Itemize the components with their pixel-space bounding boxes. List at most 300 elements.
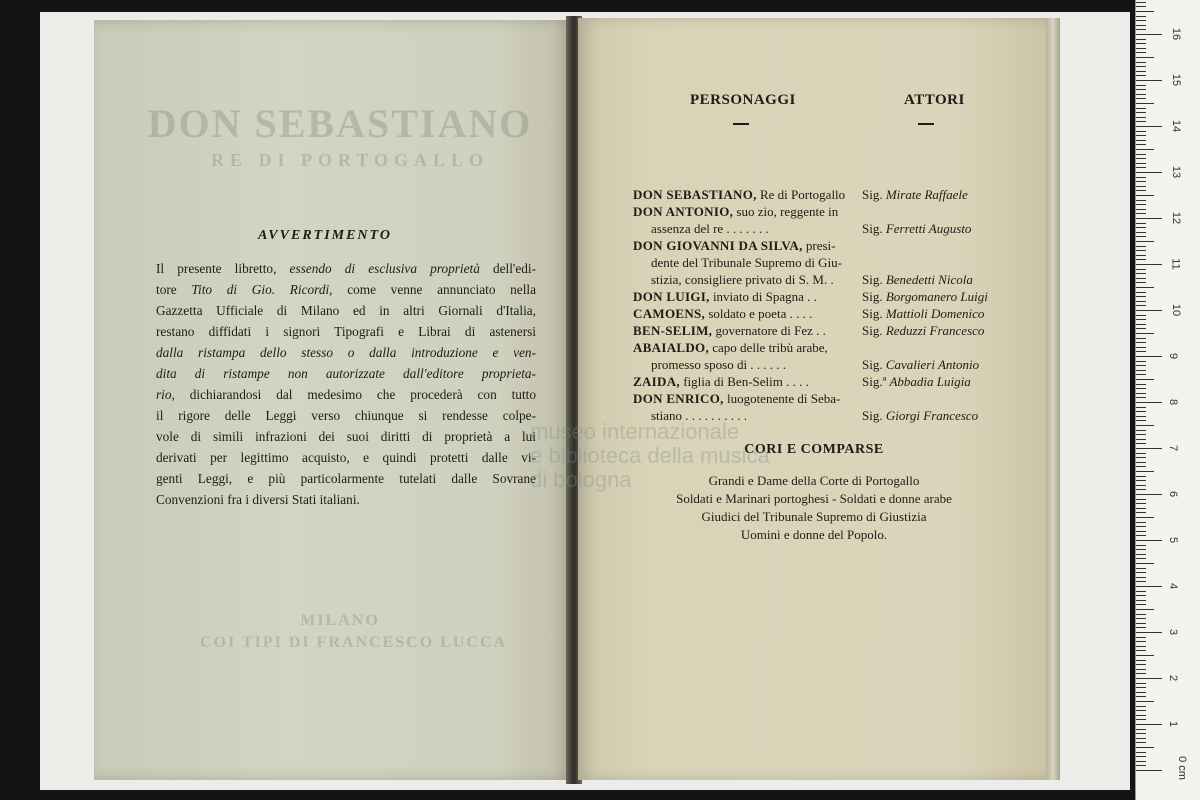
- ruler-tick: [1136, 522, 1146, 523]
- ruler-tick: [1136, 563, 1154, 564]
- cast-role-row: [633, 186, 853, 203]
- ruler-tick: [1136, 11, 1154, 12]
- ruler-tick: [1136, 241, 1154, 242]
- cast-actor-row: [862, 407, 1012, 424]
- notice-line: [156, 384, 536, 405]
- ruler-tick: [1136, 57, 1154, 58]
- notice-text: come venne annunciato nella: [332, 282, 537, 297]
- ruler-tick: [1136, 282, 1146, 283]
- ruler-tick: [1136, 669, 1146, 670]
- cast-actor-row: [862, 356, 1012, 373]
- ruler-tick: [1136, 499, 1146, 500]
- ruler-tick: [1136, 453, 1146, 454]
- ruler-tick: [1136, 508, 1146, 509]
- notice-text: dell'edi-: [479, 261, 536, 276]
- ruler-tick: [1136, 719, 1146, 720]
- ruler-tick: [1136, 80, 1162, 81]
- ruler-tick: [1136, 172, 1162, 173]
- notice-text: restano diffidati i signori Tipografi e Librai di astenersi: [156, 324, 536, 339]
- ruler-tick: [1136, 586, 1162, 587]
- ruler-tick: [1136, 48, 1146, 49]
- role-description: dente del Tribunale Supremo di Giu-: [651, 255, 843, 270]
- watermark-line: di bologna: [530, 467, 632, 492]
- ruler-tick: [1136, 89, 1146, 90]
- ghost-title-bleedthrough: DON SEBASTIANO: [147, 101, 533, 146]
- ruler-tick: [1136, 531, 1146, 532]
- notice-italic-text: dalla ristampa dello stesso o dalla introduzione e ven-: [156, 345, 536, 360]
- cori-line: Uomini e donne del Popolo.: [740, 527, 888, 542]
- ruler-tick: [1136, 471, 1154, 472]
- ruler-number: 11: [1169, 258, 1182, 270]
- ruler-tick: [1136, 20, 1146, 21]
- ruler-tick: [1136, 397, 1146, 398]
- notice-line: [156, 279, 536, 300]
- ruler-tick: [1136, 512, 1146, 513]
- ruler-tick: [1136, 365, 1146, 366]
- ruler-tick: [1136, 144, 1146, 145]
- ruler-tick: [1136, 595, 1146, 596]
- ruler-tick: [1136, 494, 1162, 495]
- ruler-tick: [1136, 103, 1154, 104]
- cast-actor-row: [862, 305, 1012, 322]
- role-description: figlia di Ben-Selim . . . .: [679, 374, 809, 389]
- ruler-tick: [1136, 250, 1146, 251]
- ruler-tick: [1136, 540, 1162, 541]
- ruler-number: 16: [1170, 27, 1183, 41]
- cast-role-row: [633, 288, 853, 305]
- ruler-tick: [1136, 75, 1146, 76]
- notice-line: [156, 363, 536, 384]
- ruler-tick: [1136, 687, 1146, 688]
- ruler-tick: [1136, 715, 1146, 716]
- actor-name: Mattioli Domenico: [885, 306, 985, 321]
- cori-line: Soldati e Marinari portoghesi - Soldati e donne arabe: [676, 491, 952, 506]
- header-dash: [918, 123, 934, 125]
- cast-role-row: [633, 220, 853, 237]
- ruler-tick: [1136, 655, 1154, 656]
- ruler-tick: [1136, 236, 1146, 237]
- ruler-tick: [1136, 425, 1154, 426]
- ruler-tick: [1136, 641, 1146, 642]
- ruler-tick: [1136, 489, 1146, 490]
- ruler-tick: [1136, 577, 1146, 578]
- ruler-tick: [1136, 186, 1146, 187]
- ruler-tick: [1136, 673, 1146, 674]
- ruler-tick: [1136, 163, 1146, 164]
- notice-line: [156, 321, 536, 342]
- ruler-tick: [1136, 710, 1146, 711]
- cast-role-row: [633, 203, 853, 220]
- ruler-tick: [1136, 558, 1146, 559]
- cast-actor-row: [862, 322, 1012, 339]
- role-name: DON ANTONIO,: [633, 204, 734, 219]
- ruler-number: 3: [1167, 628, 1180, 636]
- role-description: inviato di Spagna . .: [709, 289, 817, 304]
- ruler-number: 12: [1170, 211, 1183, 225]
- role-description: stiano . . . . . . . . . .: [651, 408, 748, 423]
- ruler-number: 8: [1167, 398, 1180, 406]
- cast-role-row: [633, 356, 853, 373]
- ruler-tick: [1136, 572, 1146, 573]
- ruler-tick: [1136, 430, 1146, 431]
- ruler-tick: [1136, 448, 1162, 449]
- ruler-tick: [1136, 660, 1146, 661]
- cori-title: CORI E COMPARSE: [744, 442, 884, 457]
- role-name: DON LUIGI,: [633, 289, 710, 304]
- ruler-tick: [1136, 535, 1146, 536]
- role-description: promesso sposo di . . . . . .: [651, 357, 787, 372]
- cori-line: Giudici del Tribunale Supremo di Giustizia: [701, 509, 927, 524]
- ruler-tick: [1136, 200, 1146, 201]
- role-name: DON SEBASTIANO,: [633, 187, 757, 202]
- cori-line: Grandi e Dame della Corte di Portogallo: [708, 473, 920, 488]
- ruler-tick: [1136, 94, 1146, 95]
- role-name: DON GIOVANNI DA SILVA,: [633, 238, 803, 253]
- ruler-tick: [1136, 108, 1146, 109]
- ruler-tick: [1136, 627, 1146, 628]
- role-description: stizia, consigliere privato di S. M. .: [651, 272, 834, 287]
- ruler-tick: [1136, 756, 1146, 757]
- ruler-tick: [1136, 733, 1146, 734]
- ruler-tick: [1136, 25, 1146, 26]
- ruler-tick: [1136, 443, 1146, 444]
- ruler-tick: [1136, 227, 1146, 228]
- ruler-number: 9: [1167, 352, 1180, 360]
- notice-text: Il presente libretto,: [156, 261, 290, 276]
- measurement-ruler: [1135, 0, 1200, 800]
- ruler-tick: [1136, 650, 1146, 651]
- ruler-number: 2: [1167, 674, 1180, 682]
- notice-line: [156, 489, 536, 510]
- notice-heading: AVVERTIMENTO: [258, 228, 392, 243]
- ruler-tick: [1136, 374, 1146, 375]
- ruler-tick: [1136, 6, 1146, 7]
- ruler-tick: [1136, 29, 1146, 30]
- actor-title: Sig.: [862, 323, 886, 338]
- cast-actors-column: [862, 186, 1012, 424]
- ruler-number: 7: [1167, 444, 1180, 452]
- ghost-imprint-line: COI TIPI DI FRANCESCO LUCCA: [200, 634, 508, 651]
- page-edges: [1046, 18, 1060, 780]
- cast-role-row: [633, 237, 853, 254]
- role-description: Re di Portogallo: [756, 187, 846, 202]
- header-dash: [733, 123, 749, 125]
- ruler-tick: [1136, 190, 1146, 191]
- ruler-tick: [1136, 738, 1146, 739]
- ruler-tick: [1136, 223, 1146, 224]
- notice-italic-text: Tito di Gio. Ricordi,: [191, 282, 333, 297]
- ruler-tick: [1136, 213, 1146, 214]
- ruler-tick: [1136, 154, 1146, 155]
- ruler-tick: [1136, 195, 1154, 196]
- ruler-number: 5: [1167, 536, 1180, 544]
- ruler-tick: [1136, 747, 1154, 748]
- notice-italic-text: dita di ristampe non autorizzate dall'editore proprieta-: [156, 366, 536, 381]
- ruler-tick: [1136, 287, 1154, 288]
- role-name: ABAIALDO,: [633, 340, 710, 355]
- ruler-tick: [1136, 411, 1146, 412]
- ruler-tick: [1136, 361, 1146, 362]
- ruler-tick: [1136, 678, 1162, 679]
- ruler-tick: [1136, 384, 1146, 385]
- ruler-tick: [1136, 158, 1146, 159]
- ruler-tick: [1136, 554, 1146, 555]
- ruler-number: 1: [1167, 720, 1180, 728]
- role-description: soldato e poeta . . . .: [705, 306, 813, 321]
- ruler-tick: [1136, 637, 1146, 638]
- cast-actor-row: [862, 271, 1012, 288]
- ruler-tick: [1136, 121, 1146, 122]
- actor-name: Reduzzi Francesco: [885, 323, 985, 338]
- ruler-number: 10: [1170, 303, 1183, 317]
- notice-line: [156, 468, 536, 489]
- ruler-tick: [1136, 770, 1162, 771]
- ruler-tick: [1136, 2, 1146, 3]
- ruler-tick: [1136, 218, 1162, 219]
- ruler-tick: [1136, 706, 1146, 707]
- role-name: DON ENRICO,: [633, 391, 724, 406]
- cast-role-row: [633, 390, 853, 407]
- notice-italic-text: rio,: [156, 387, 175, 402]
- ruler-tick: [1136, 752, 1146, 753]
- cast-role-row: [633, 305, 853, 322]
- cast-actor-row: [862, 339, 1012, 356]
- ruler-tick: [1136, 434, 1146, 435]
- ruler-tick: [1136, 517, 1154, 518]
- ruler-tick: [1136, 623, 1146, 624]
- ruler-tick: [1136, 466, 1146, 467]
- ruler-tick: [1136, 609, 1154, 610]
- ruler-tick: [1136, 632, 1162, 633]
- ruler-tick: [1136, 600, 1146, 601]
- ruler-tick: [1136, 604, 1146, 605]
- ruler-tick: [1136, 416, 1146, 417]
- notice-line: [156, 258, 536, 279]
- ruler-tick: [1136, 457, 1146, 458]
- ruler-tick: [1136, 117, 1146, 118]
- ruler-tick: [1136, 66, 1146, 67]
- ruler-tick: [1136, 476, 1146, 477]
- ruler-tick: [1136, 273, 1146, 274]
- ruler-tick: [1136, 305, 1146, 306]
- ruler-tick: [1136, 338, 1146, 339]
- ruler-tick: [1136, 301, 1146, 302]
- actor-title: Sig.: [862, 187, 886, 202]
- ruler-tick: [1136, 328, 1146, 329]
- ruler-tick: [1136, 724, 1162, 725]
- notice-line: [156, 342, 536, 363]
- ruler-tick: [1136, 126, 1162, 127]
- ruler-tick: [1136, 420, 1146, 421]
- ruler-tick: [1136, 181, 1146, 182]
- ruler-tick: [1136, 388, 1146, 389]
- ruler-tick: [1136, 356, 1162, 357]
- notice-text: Convenzioni fra i diversi Stati italiani.: [156, 492, 360, 507]
- actor-title: Sig.: [862, 306, 886, 321]
- ruler-number: 4: [1167, 582, 1180, 590]
- ruler-number: 13: [1170, 165, 1183, 179]
- ruler-tick: [1136, 370, 1146, 371]
- ruler-tick: [1136, 568, 1146, 569]
- ruler-tick: [1136, 43, 1146, 44]
- notice-text: dichiarandosi dal medesimo che procederà con tutto: [174, 387, 536, 402]
- ruler-tick: [1136, 209, 1146, 210]
- ruler-tick: [1136, 296, 1146, 297]
- ruler-tick: [1136, 581, 1146, 582]
- ruler-tick: [1136, 131, 1146, 132]
- ruler-tick: [1136, 701, 1154, 702]
- ruler-tick: [1136, 177, 1146, 178]
- ruler-tick: [1136, 407, 1146, 408]
- role-description: governatore di Fez . .: [712, 323, 826, 338]
- ruler-tick: [1136, 278, 1146, 279]
- ruler-tick: [1136, 646, 1146, 647]
- role-description: capo delle tribù arabe,: [709, 340, 828, 355]
- actor-name: Giorgi Francesco: [885, 408, 979, 423]
- ruler-tick: [1136, 246, 1146, 247]
- watermark-line: museo internazionale: [530, 419, 740, 444]
- cast-role-row: [633, 271, 853, 288]
- ruler-tick: [1136, 402, 1162, 403]
- ruler-tick: [1136, 149, 1154, 150]
- notice-text: tore: [156, 282, 192, 297]
- ruler-tick: [1136, 34, 1162, 35]
- actor-name: Abbadia Luigia: [889, 374, 971, 389]
- actor-name: Cavalieri Antonio: [885, 357, 980, 372]
- ruler-tick: [1136, 439, 1146, 440]
- ruler-tick: [1136, 135, 1146, 136]
- ruler-tick: [1136, 16, 1146, 17]
- ruler-tick: [1136, 462, 1146, 463]
- ruler-tick: [1136, 351, 1146, 352]
- ruler-tick: [1136, 98, 1146, 99]
- cast-role-row: [633, 254, 853, 271]
- actor-name: Borgomanero Luigi: [885, 289, 988, 304]
- role-description: luogotenente di Seba-: [723, 391, 841, 406]
- actor-title: Sig.: [862, 272, 886, 287]
- role-description: assenza del re . . . . . . .: [651, 221, 769, 236]
- ruler-tick: [1136, 503, 1146, 504]
- notice-text: Gazzetta Ufficiale di Milano ed in altri Giornali d'Italia,: [156, 303, 536, 318]
- ruler-tick: [1136, 232, 1146, 233]
- cast-role-row: [633, 339, 853, 356]
- cast-actor-row: [862, 288, 1012, 305]
- ruler-number: 6: [1167, 490, 1180, 498]
- watermark-line: e biblioteca della musica: [530, 443, 770, 468]
- actor-title: Sig.: [862, 408, 886, 423]
- ruler-tick: [1136, 259, 1146, 260]
- cast-actor-row: [862, 254, 1012, 271]
- notice-line: [156, 426, 536, 447]
- cast-actor-row: [862, 220, 1012, 237]
- ruler-tick: [1136, 729, 1146, 730]
- actor-title: Sig.: [862, 357, 886, 372]
- notice-line: [156, 405, 536, 426]
- role-description: suo zio, reggente in: [733, 204, 839, 219]
- ruler-tick: [1136, 62, 1146, 63]
- actor-title: Sig.ª: [862, 374, 890, 389]
- cast-actor-row: [862, 203, 1012, 220]
- ruler-tick: [1136, 347, 1146, 348]
- actor-name: Mirate Raffaele: [885, 187, 968, 202]
- notice-text: il rigore delle Leggi verso chiunque si rendesse colpe-: [156, 408, 536, 423]
- ruler-tick: [1136, 342, 1146, 343]
- ruler-tick: [1136, 526, 1146, 527]
- ruler-tick: [1136, 393, 1146, 394]
- ruler-tick: [1136, 618, 1146, 619]
- ruler-tick: [1136, 614, 1146, 615]
- ruler-tick: [1136, 167, 1146, 168]
- ruler-tick: [1136, 319, 1146, 320]
- actor-title: Sig.: [862, 289, 886, 304]
- ruler-tick: [1136, 549, 1146, 550]
- actor-name: Benedetti Nicola: [885, 272, 973, 287]
- ruler-tick: [1136, 485, 1146, 486]
- ruler-tick: [1136, 140, 1146, 141]
- cast-actor-row: [862, 373, 1012, 390]
- ghost-imprint-bleedthrough: [200, 610, 508, 654]
- cast-roles-column: [633, 186, 853, 424]
- notice-italic-text: essendo di esclusiva proprietà: [289, 261, 480, 276]
- role-description: presi-: [802, 238, 836, 253]
- ghost-subtitle-bleedthrough: RE DI PORTOGALLO: [210, 150, 490, 170]
- ruler-tick: [1136, 696, 1146, 697]
- ruler-tick: [1136, 761, 1146, 762]
- actor-title: Sig.: [862, 221, 886, 236]
- ruler-tick: [1136, 333, 1154, 334]
- ruler-tick: [1136, 480, 1146, 481]
- ruler-tick: [1136, 324, 1146, 325]
- notice-body: [156, 258, 536, 510]
- ruler-tick: [1136, 692, 1146, 693]
- notice-text: genti Leggi, e più particolarmente tutelati dalle Sovrane: [156, 471, 536, 486]
- header-personaggi: PERSONAGGI: [690, 92, 796, 108]
- ruler-tick: [1136, 204, 1146, 205]
- ruler-tick: [1136, 71, 1146, 72]
- ruler-tick: [1136, 765, 1146, 766]
- notice-text: derivati per legittimo acquisto, e quindi protetti dalle vi-: [156, 450, 536, 465]
- ruler-tick: [1136, 683, 1146, 684]
- cast-actor-row: [862, 186, 1012, 203]
- ruler-tick: [1136, 269, 1146, 270]
- ruler-tick: [1136, 310, 1162, 311]
- notice-line: [156, 300, 536, 321]
- role-name: BEN-SELIM,: [633, 323, 713, 338]
- cast-actor-row: [862, 237, 1012, 254]
- notice-line: [156, 447, 536, 468]
- ruler-tick: [1136, 591, 1146, 592]
- role-name: ZAIDA,: [633, 374, 680, 389]
- ruler-tick: [1136, 315, 1146, 316]
- actor-name: Ferretti Augusto: [885, 221, 972, 236]
- ruler-tick: [1136, 264, 1162, 265]
- library-watermark: [530, 420, 770, 492]
- role-name: CAMOENS,: [633, 306, 706, 321]
- cast-actor-row: [862, 390, 1012, 407]
- ruler-tick: [1136, 112, 1146, 113]
- cast-role-row: [633, 322, 853, 339]
- ruler-unit-label: 0 cm: [1175, 756, 1188, 780]
- cast-role-row: [633, 373, 853, 390]
- ruler-tick: [1136, 52, 1146, 53]
- ghost-imprint-line: MILANO: [300, 612, 380, 629]
- ruler-tick: [1136, 255, 1146, 256]
- ruler-tick: [1136, 545, 1146, 546]
- notice-text: vole di simili infrazioni dei suoi diritti di proprietà a lui: [156, 429, 536, 444]
- ruler-number: 15: [1170, 73, 1183, 87]
- ruler-tick: [1136, 379, 1154, 380]
- ruler-number: 14: [1170, 119, 1183, 133]
